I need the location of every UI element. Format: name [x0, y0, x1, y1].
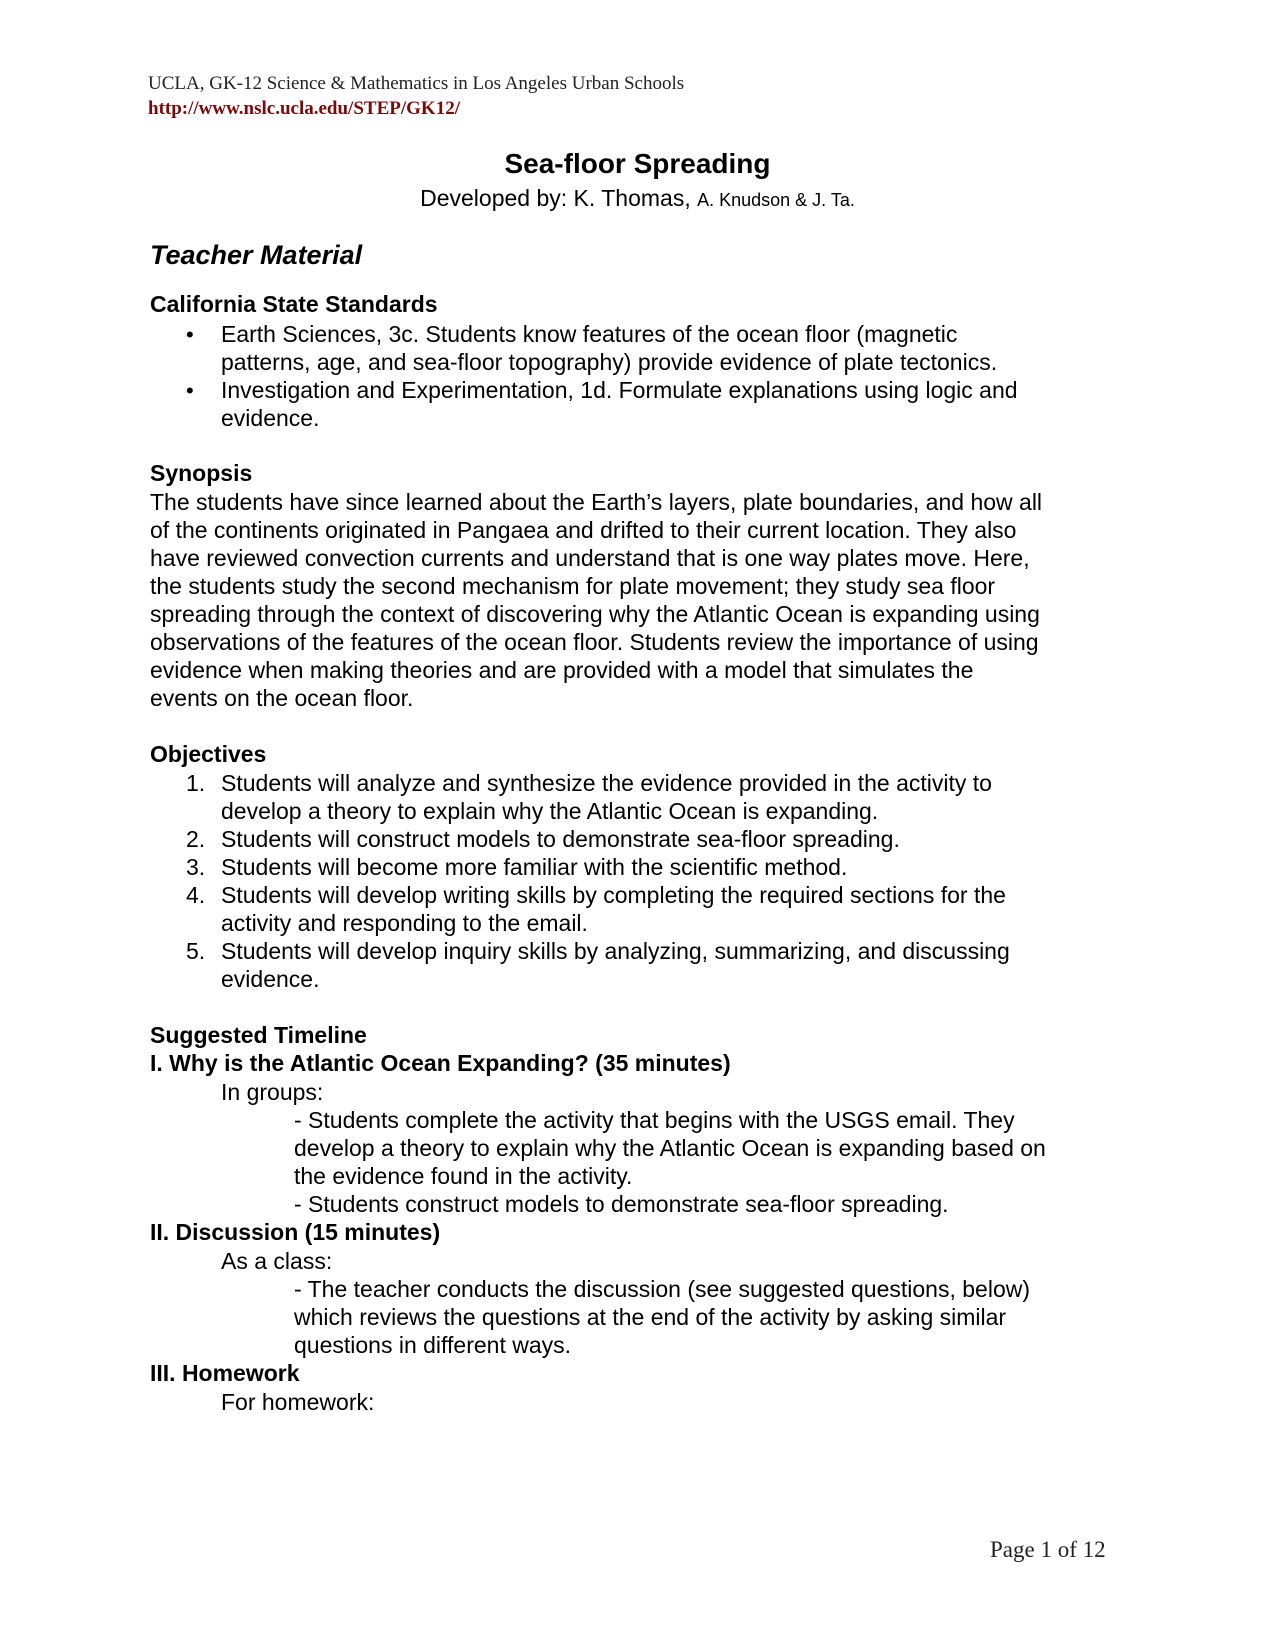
page-number: Page 1 of 12 [990, 1537, 1106, 1562]
standard-1-line2: patterns, age, and sea-floor topography) provide evidence of plate tectonics. [221, 349, 998, 375]
timeline-part1-line: - Students complete the activity that begins with the USGS email. They [294, 1107, 1015, 1133]
bullet-icon: • [186, 322, 194, 347]
byline-prefix: Developed by: K. Thomas, [420, 185, 698, 211]
timeline-part2-line: questions in different ways. [294, 1332, 572, 1358]
standard-2-line2: evidence. [221, 405, 320, 431]
objective-number: 3. [186, 854, 206, 880]
objective-1-line1: Students will analyze and synthesize the evidence provided in the activity to [221, 770, 992, 796]
section-teacher-material: Teacher Material [150, 240, 363, 270]
timeline-part2-heading: II. Discussion (15 minutes) [150, 1219, 441, 1245]
synopsis-line: The students have since learned about the Earth’s layers, plate boundaries, and how all [150, 489, 1043, 515]
timeline-part2-intro: As a class: [221, 1248, 333, 1274]
timeline-part3-heading: III. Homework [150, 1360, 300, 1386]
synopsis-line: have reviewed convection currents and understand that is one way plates move. Here, [150, 545, 1030, 571]
synopsis-line: observations of the features of the ocean floor. Students review the importance of using [150, 629, 1039, 655]
objective-5-line1: Students will develop inquiry skills by analyzing, summarizing, and discussing [221, 938, 1010, 964]
objective-number: 4. [186, 882, 206, 908]
synopsis-line: the students study the second mechanism for plate movement; they study sea floor [150, 573, 996, 599]
byline [0, 185, 1275, 212]
timeline-part3-intro: For homework: [221, 1389, 375, 1415]
synopsis-heading: Synopsis [150, 460, 253, 486]
timeline-part2-line: which reviews the questions at the end of the activity by asking similar [294, 1304, 1007, 1330]
synopsis-line: events on the ocean floor. [150, 685, 414, 711]
synopsis-line: spreading through the context of discovering why the Atlantic Ocean is expanding using [150, 601, 1040, 627]
page-title: Sea-floor Spreading [504, 148, 771, 179]
standard-1-line1: Earth Sciences, 3c. Students know features of the ocean floor (magnetic [221, 321, 958, 347]
objective-3-line1: Students will become more familiar with the scientific method. [221, 854, 848, 880]
standard-2-line1: Investigation and Experimentation, 1d. Formulate explanations using logic and [221, 377, 1018, 403]
objective-1-line2: develop a theory to explain why the Atlantic Ocean is expanding. [221, 798, 879, 824]
objective-number: 1. [186, 770, 206, 796]
objective-4-line1: Students will develop writing skills by completing the required sections for the [221, 882, 1006, 908]
timeline-part1-heading: I. Why is the Atlantic Ocean Expanding? (35 minutes) [150, 1050, 731, 1076]
timeline-part1-line: the evidence found in the activity. [294, 1163, 633, 1189]
objective-4-line2: activity and responding to the email. [221, 910, 588, 936]
timeline-part1-line: - Students construct models to demonstrate sea-floor spreading. [294, 1191, 949, 1217]
objective-2-line1: Students will construct models to demonstrate sea-floor spreading. [221, 826, 900, 852]
synopsis-line: of the continents originated in Pangaea and drifted to their current location. They also [150, 517, 1017, 543]
byline-rest: A. Knudson & J. Ta. [697, 190, 855, 210]
timeline-part2-line: - The teacher conducts the discussion (see suggested questions, below) [294, 1276, 1030, 1302]
objective-5-line2: evidence. [221, 966, 320, 992]
objective-number: 2. [186, 826, 206, 852]
bullet-icon: • [186, 378, 194, 403]
timeline-part1-line: develop a theory to explain why the Atlantic Ocean is expanding based on [294, 1135, 1046, 1161]
header-url-link[interactable]: http://www.nslc.ucla.edu/STEP/GK12/ [148, 98, 460, 119]
objective-number: 5. [186, 938, 206, 964]
synopsis-line: evidence when making theories and are provided with a model that simulates the [150, 657, 974, 683]
timeline-heading: Suggested Timeline [150, 1022, 367, 1048]
objectives-heading: Objectives [150, 741, 267, 767]
standards-heading: California State Standards [150, 291, 438, 317]
timeline-part1-intro: In groups: [221, 1079, 324, 1105]
header-affiliation: UCLA, GK-12 Science & Mathematics in Los Angeles Urban Schools [148, 73, 685, 94]
